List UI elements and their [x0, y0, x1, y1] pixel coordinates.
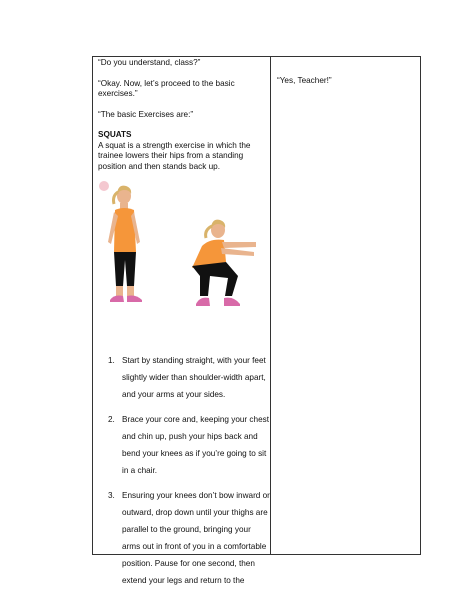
step-number: 2.: [108, 415, 115, 424]
teacher-line-3: “The basic Exercises are:”: [98, 109, 194, 119]
section-heading: SQUATS: [98, 130, 132, 139]
step-text: Start by standing straight, with your feet slightly wider than shoulder-width apart, and your arms at your sides.: [122, 356, 266, 399]
list-item: [98, 487, 270, 589]
list-item: [98, 352, 270, 403]
teacher-line-2: “Okay. Now, let’s proceed to the basic exercises.”: [98, 78, 235, 98]
teacher-line-1: “Do you understand, class?”: [98, 58, 201, 67]
step-number: 1.: [108, 356, 115, 365]
standing-woman-figure: [108, 186, 142, 302]
squat-illustration: [96, 180, 266, 320]
step-text: Ensuring your knees don’t bow inward or outward, drop down until your thighs are parallel to the ground, bringing your arms out in front of you in a comfortable position. Pause for one second, then extend your legs and return to the: [122, 491, 270, 585]
squatting-woman-figure: [192, 220, 256, 306]
step-number: 3.: [108, 491, 115, 500]
student-reply: “Yes, Teacher!”: [277, 76, 332, 85]
list-item: [98, 411, 270, 479]
teacher-column: [98, 58, 268, 172]
step-text: Brace your core and, keeping your chest and chin up, push your hips back and bend your knees as if you’re going to sit in a chair.: [122, 415, 270, 475]
student-column: [277, 76, 417, 87]
column-divider: [270, 56, 271, 555]
logo-mark: [99, 181, 109, 191]
squat-description: A squat is a strength exercise in which the trainee lowers their hips from a standing position and then stands back up.: [98, 140, 251, 171]
instruction-steps: [98, 352, 270, 597]
